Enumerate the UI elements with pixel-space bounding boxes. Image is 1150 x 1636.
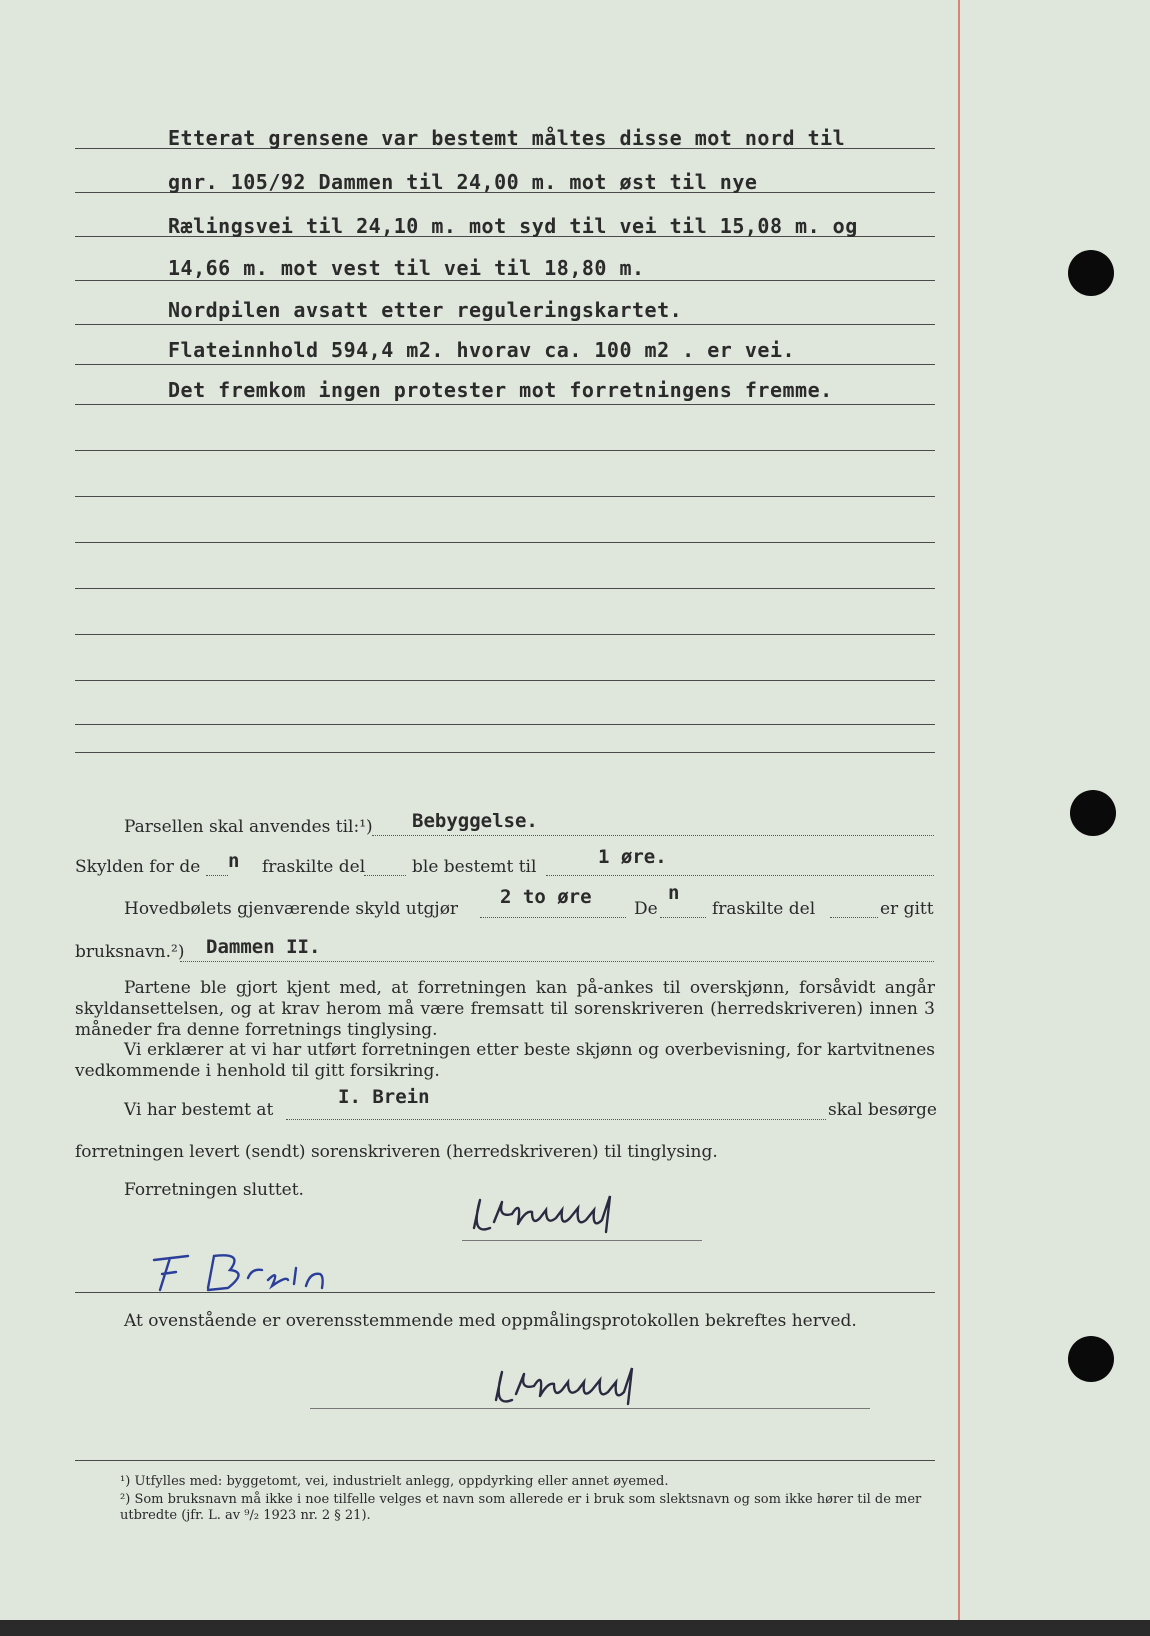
punch-hole-middle [1070, 790, 1116, 836]
ruled-line [75, 634, 935, 635]
paragraph-declaration: Vi erklærer at vi har utført forretningen etter beste skjønn og overbevisning, for kartvitnenes vedkommende i henhold til gitt forsikring. [75, 1040, 935, 1081]
dotted-line [480, 916, 626, 918]
typed-line-3: Rælingsvei til 24,10 m. mot syd til vei til 15,08 m. og [168, 214, 858, 238]
typed-line-7: Det fremkom ingen protester mot forretningens fremme. [168, 378, 833, 402]
footnote-1-mark: ¹) [120, 1474, 131, 1489]
ruled-line [75, 1292, 935, 1293]
punch-hole-top [1068, 250, 1114, 296]
certification-text: At ovenstående er overensstemmende med oppmålingsprotokollen bekreftes herved. [124, 1311, 857, 1331]
ruled-line [75, 450, 935, 451]
besorge-value: I. Brein [338, 1086, 430, 1108]
signature-1 [460, 1188, 650, 1248]
scan-edge [0, 1620, 1150, 1636]
dotted-line [206, 874, 228, 876]
footnote-2 [120, 1492, 940, 1524]
hoved-label-d: er gitt [880, 899, 934, 919]
margin-line [958, 0, 960, 1636]
ruled-line [75, 280, 935, 281]
typed-line-2: gnr. 105/92 Dammen til 24,00 m. mot øst til nye [168, 170, 758, 194]
skylden-label-b: fraskilte del [262, 857, 366, 877]
paragraph-appeal: Partene ble gjort kjent med, at forretningen kan på-ankes til overskjønn, forsåvidt angår skyldansettelsen, og at krav herom må være fremsatt til sorenskriveren (herredskriveren) innen 3 måneder fra denne forretnings tinglysing. [75, 978, 935, 1040]
ruled-line [75, 752, 935, 753]
typed-line-6: Flateinnhold 594,4 m2. hvorav ca. 100 m2 . er vei. [168, 338, 796, 362]
besorge-label-a: Vi har bestemt at [124, 1100, 274, 1120]
skylden-label-c: ble bestemt til [412, 857, 537, 877]
typed-line-1: Etterat grensene var bestemt måltes disse mot nord til [168, 126, 846, 150]
ruled-line [75, 324, 935, 325]
skylden-value: 1 øre. [598, 846, 667, 868]
signature-line [310, 1408, 870, 1409]
ruled-line [75, 404, 935, 405]
parsellen-value: Bebyggelse. [412, 810, 538, 832]
dotted-line [546, 874, 934, 876]
skylden-label-a: Skylden for de [75, 857, 201, 877]
ruled-line [75, 724, 935, 725]
ruled-line [75, 588, 935, 589]
ruled-line [75, 542, 935, 543]
hoved-label-b: De [634, 899, 658, 919]
parsellen-label: Parsellen skal anvendes til:¹) [124, 817, 373, 837]
dotted-line [286, 1118, 826, 1120]
dotted-line [660, 916, 706, 918]
besorge-line2: forretningen levert (sendt) sorenskriveren (herredskriveren) til tinglysing. [75, 1142, 718, 1162]
footnote-2-text: Som bruksnavn må ikke i noe tilfelle velges et navn som allerede er i bruk som slektsnavn og som ikke hører til de mer utbredte (jfr. L. av ⁹/₂ 1923 nr. 2 § 21). [120, 1492, 922, 1523]
bruksnavn-value: Dammen II. [206, 936, 321, 958]
signature-3 [482, 1360, 672, 1420]
footnote-1 [120, 1474, 940, 1490]
ruled-line [75, 1460, 935, 1461]
hoved-label-c: fraskilte del [712, 899, 816, 919]
bruksnavn-label: bruksnavn.²) [75, 942, 185, 962]
ruled-line [75, 680, 935, 681]
besorge-label-b: skal besørge [828, 1100, 937, 1120]
dotted-line [372, 834, 934, 836]
hoved-de-value: n [668, 882, 680, 904]
dotted-line [830, 916, 878, 918]
sluttet-text: Forretningen sluttet. [124, 1180, 304, 1200]
dotted-line [364, 874, 406, 876]
ruled-line [75, 364, 935, 365]
footnote-1-text: Utfylles med: byggetomt, vei, industrielt anlegg, oppdyrking eller annet øyemed. [134, 1474, 669, 1489]
punch-hole-bottom [1068, 1336, 1114, 1382]
ruled-line [75, 496, 935, 497]
hoved-label-a: Hovedbølets gjenværende skyld utgjør [124, 899, 459, 919]
typed-line-4: 14,66 m. mot vest til vei til 18,80 m. [168, 256, 645, 280]
hoved-value: 2 to øre [500, 886, 592, 908]
footnote-2-mark: ²) [120, 1492, 131, 1507]
signature-line [462, 1240, 702, 1241]
skylden-de-value: n [228, 850, 240, 872]
typed-line-5: Nordpilen avsatt etter reguleringskartet. [168, 298, 683, 322]
dotted-line [180, 960, 934, 962]
